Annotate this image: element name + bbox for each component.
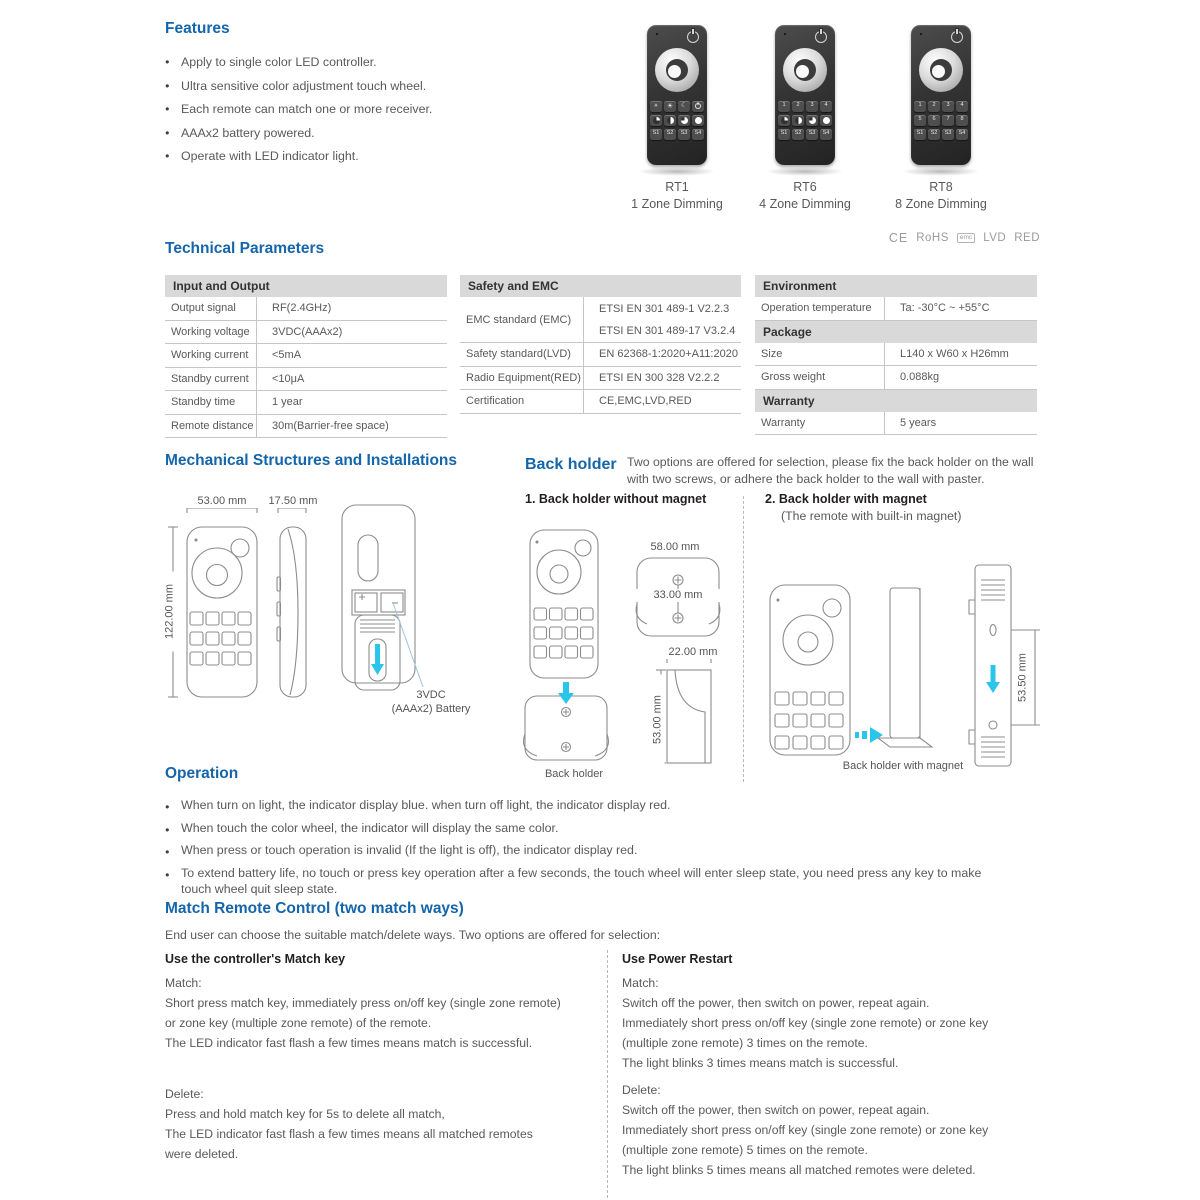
indicator-led xyxy=(784,33,786,35)
operation-item: ● When press or touch operation is invalid (If the light is off), the indicator display red. xyxy=(165,842,1005,858)
zone-7-button: 7 xyxy=(942,115,954,126)
s2-key: S2 xyxy=(928,129,940,140)
param-label: EMC standard (EMC) xyxy=(460,297,584,342)
ce-mark-icon: CE xyxy=(888,231,909,245)
back-holder-title: Back holder xyxy=(525,456,617,473)
certification-marks xyxy=(890,231,1040,245)
night-button xyxy=(678,101,690,112)
param-value: <5mA xyxy=(272,349,302,362)
scene-75-button xyxy=(678,115,690,126)
delete-step: Switch off the power, then switch on power, repeat again. xyxy=(622,1103,930,1117)
brightness-25-icon xyxy=(781,117,788,124)
battery-label: 3VDC (AAAx2) Battery xyxy=(391,689,471,715)
match-title: Match Remote Control (two match ways) xyxy=(165,900,464,917)
param-value: 1 year xyxy=(272,396,303,409)
match-left-column xyxy=(165,952,595,1164)
s4-key: S4 xyxy=(820,129,832,140)
scene-75-button xyxy=(806,115,818,126)
param-label: Warranty xyxy=(755,412,885,435)
param-value: 3VDC(AAAx2) xyxy=(272,325,343,338)
delete-step: The light blinks 5 times means all matched remotes were deleted. xyxy=(622,1163,976,1177)
s4-key: S4 xyxy=(956,129,968,140)
feature-item: ● Apply to single color LED controller. xyxy=(165,55,595,69)
delete-step: (multiple zone remote) 5 times on the remote. xyxy=(622,1143,868,1157)
remote-shadow xyxy=(766,167,844,176)
brightness-75-icon xyxy=(681,117,688,124)
remote-shadow xyxy=(638,167,716,176)
back-holder-caption: Back holder xyxy=(544,768,604,780)
brightness-100-icon xyxy=(823,117,830,124)
delete-step: The LED indicator fast flash a few times means all matched remotes xyxy=(165,1127,533,1141)
param-label: Standby current xyxy=(165,368,257,391)
scene-25-button xyxy=(650,115,662,126)
s3-key: S3 xyxy=(678,129,690,140)
table-header: Warranty xyxy=(755,390,1037,412)
delete-step: Press and hold match key for 5s to delete all match, xyxy=(165,1107,445,1121)
table-header: Environment xyxy=(755,275,1037,297)
remote-figure-rt1 xyxy=(611,25,743,211)
remote-shadow xyxy=(902,167,980,176)
param-value: 0.088kg xyxy=(900,371,940,384)
back-holder-2-diagram xyxy=(760,540,1050,775)
param-value: L140 x W60 x H26mm xyxy=(900,347,1009,360)
feature-item: ● AAAx2 battery powered. xyxy=(165,126,595,140)
s3-key: S3 xyxy=(806,129,818,140)
onoff-button xyxy=(692,101,704,112)
zone-2-button: 2 xyxy=(792,101,804,112)
option1-title: 1. Back holder without magnet xyxy=(525,492,707,506)
zone-5-button: 5 xyxy=(914,115,926,126)
zone-3-button: 3 xyxy=(806,101,818,112)
option2-subtitle: (The remote with built-in magnet) xyxy=(781,509,962,523)
delete-step: were deleted. xyxy=(165,1147,239,1161)
features-section xyxy=(165,20,595,173)
input-output-table xyxy=(165,275,447,438)
remote-zone-label: 8 Zone Dimming xyxy=(895,197,987,211)
table-header: Safety and EMC xyxy=(460,275,741,297)
param-value: RF(2.4GHz) xyxy=(272,302,332,315)
operation-list xyxy=(165,797,1005,897)
brightness-100-icon xyxy=(695,117,702,124)
brightness-75-icon xyxy=(809,117,816,124)
table-header: Package xyxy=(755,321,1037,343)
remote-zone-label: 1 Zone Dimming xyxy=(631,197,723,211)
scene-100-button xyxy=(692,115,704,126)
indicator-led xyxy=(656,33,658,35)
param-value: 30m(Barrier-free space) xyxy=(272,419,389,432)
touch-wheel xyxy=(783,48,827,92)
sun-small-icon: ☀ xyxy=(653,102,659,109)
emc-mark-icon: emc xyxy=(957,233,975,243)
lvd-mark: LVD xyxy=(983,232,1007,244)
feature-item: ● Ultra sensitive color adjustment touch wheel. xyxy=(165,79,595,93)
remote-model-label: RT1 xyxy=(665,180,689,194)
delete-step: Immediately short press on/off key (single zone remote) or zone key xyxy=(622,1123,989,1137)
remote-rt1-image xyxy=(647,25,707,165)
sun-big-icon: ☀ xyxy=(666,102,674,110)
moon-icon: ☾ xyxy=(681,102,687,109)
param-label: Working voltage xyxy=(165,321,257,344)
match-step: or zone key (multiple zone remote) of the remote. xyxy=(165,1016,432,1030)
param-label: Certification xyxy=(460,390,584,413)
dim-53.5mm: 53.50 mm xyxy=(1017,633,1030,723)
red-mark: RED xyxy=(1014,232,1040,244)
s4-key: S4 xyxy=(692,129,704,140)
param-value: EN 62368-1:2020+A11:2020 xyxy=(599,348,738,361)
operation-title: Operation xyxy=(165,765,239,782)
param-label: Output signal xyxy=(165,297,257,320)
param-label: Gross weight xyxy=(755,366,885,389)
dim-33mm: 33.00 mm xyxy=(633,589,723,602)
match-step: Switch off the power, then switch on power, repeat again. xyxy=(622,996,930,1010)
scene-100-button xyxy=(820,115,832,126)
touch-wheel xyxy=(655,48,699,92)
brightness-50-icon xyxy=(667,117,674,124)
dim-58mm: 58.00 mm xyxy=(630,541,720,554)
scene-50-button xyxy=(664,115,676,126)
dim-122mm: 122.00 mm xyxy=(164,572,177,652)
dim-53mm: 53.00 mm xyxy=(182,495,262,508)
zone-8-button: 8 xyxy=(956,115,968,126)
match-intro: End user can choose the suitable match/delete ways. Two options are offered for selection: xyxy=(165,928,661,942)
param-value: ETSI EN 301 489-1 V2.2.3 xyxy=(599,302,730,315)
scene-50-button xyxy=(792,115,804,126)
operation-item: ● To extend battery life, no touch or press key operation after a few seconds, the touch wheel will enter sleep state, you need press any key to make touch wheel quit sleep state. xyxy=(165,865,1001,897)
remote-model-label: RT6 xyxy=(793,180,817,194)
param-label: Working current xyxy=(165,344,257,367)
safety-emc-table xyxy=(460,275,741,414)
feature-item: ● Operate with LED indicator light. xyxy=(165,149,595,163)
zone-4-button: 4 xyxy=(956,101,968,112)
features-title: Features xyxy=(165,20,230,37)
s3-key: S3 xyxy=(942,129,954,140)
match-step: The light blinks 3 times means match is successful. xyxy=(622,1056,899,1070)
param-value: Ta: -30°C ~ +55°C xyxy=(900,302,990,315)
param-label: Size xyxy=(755,343,885,366)
s1-key: S1 xyxy=(778,129,790,140)
option2-title: 2. Back holder with magnet xyxy=(765,492,927,506)
zone-4-button: 4 xyxy=(820,101,832,112)
s1-key: S1 xyxy=(650,129,662,140)
back-holder-1-diagram xyxy=(515,520,745,770)
remote-figure-rt8 xyxy=(875,25,1007,211)
zone-2-button: 2 xyxy=(928,101,940,112)
table-header: Input and Output xyxy=(165,275,447,297)
match-divider xyxy=(607,950,608,1198)
dim-22mm: 22.00 mm xyxy=(648,646,738,659)
param-label: Radio Equipment(RED) xyxy=(460,367,584,390)
param-label: Safety standard(LVD) xyxy=(460,343,584,366)
s1-key: S1 xyxy=(914,129,926,140)
remote-rt8-image xyxy=(911,25,971,165)
param-value: <10μA xyxy=(272,372,305,385)
back-holder-desc: Two options are offered for selection, please fix the back holder on the wall with two screws, or adhere the back holder to the wall with paster. xyxy=(627,455,1034,486)
remote-zone-label: 4 Zone Dimming xyxy=(759,197,851,211)
zone-1-button: 1 xyxy=(914,101,926,112)
match-step: (multiple zone remote) 3 times on the remote. xyxy=(622,1036,868,1050)
param-value: CE,EMC,LVD,RED xyxy=(599,395,692,408)
match-left-title: Use the controller's Match key xyxy=(165,952,346,966)
scene-25-button xyxy=(778,115,790,126)
power-button-icon xyxy=(951,31,963,43)
feature-item: ● Each remote can match one or more receiver. xyxy=(165,102,595,116)
zone-1-button: 1 xyxy=(778,101,790,112)
remote-model-label: RT8 xyxy=(929,180,953,194)
match-label: Match: xyxy=(165,976,202,990)
dim-17.5mm: 17.50 mm xyxy=(253,495,333,508)
indicator-led xyxy=(920,33,922,35)
zone-3-button: 3 xyxy=(942,101,954,112)
param-value: ETSI EN 300 328 V2.2.2 xyxy=(599,371,720,384)
technical-parameters-title: Technical Parameters xyxy=(165,240,325,257)
match-step: Short press match key, immediately press on/off key (single zone remote) xyxy=(165,996,561,1010)
remote-figure-rt6 xyxy=(739,25,871,211)
delete-label: Delete: xyxy=(165,1087,204,1101)
operation-section xyxy=(165,765,1005,903)
param-value: 5 years xyxy=(900,416,937,429)
brightness-25-icon xyxy=(653,117,660,124)
param-label: Standby time xyxy=(165,391,257,414)
param-value: ETSI EN 301 489-17 V3.2.4 xyxy=(599,324,736,337)
zone-6-button: 6 xyxy=(928,115,940,126)
rohs-mark: RoHS xyxy=(916,232,949,244)
power-icon xyxy=(695,103,701,109)
touch-wheel xyxy=(919,48,963,92)
param-label: Operation temperature xyxy=(755,297,885,320)
s2-key: S2 xyxy=(792,129,804,140)
features-list xyxy=(165,55,595,163)
match-step: Immediately short press on/off key (single zone remote) or zone key xyxy=(622,1016,989,1030)
operation-item: ● When touch the color wheel, the indicator will display the same color. xyxy=(165,820,1005,836)
dim-down-button xyxy=(650,101,662,112)
match-right-title: Use Power Restart xyxy=(622,952,733,966)
remote-rt6-image xyxy=(775,25,835,165)
match-label: Match: xyxy=(622,976,659,990)
match-step: The LED indicator fast flash a few times means match is successful. xyxy=(165,1036,533,1050)
delete-label: Delete: xyxy=(622,1083,661,1097)
dim-53mm-holder: 53.00 mm xyxy=(652,675,665,765)
mechanical-title: Mechanical Structures and Installations xyxy=(165,452,457,469)
back-holder-magnet-caption: Back holder with magnet xyxy=(842,760,964,772)
s2-key: S2 xyxy=(664,129,676,140)
dim-up-button xyxy=(664,101,676,112)
match-right-column xyxy=(622,952,1052,1180)
environment-table xyxy=(755,275,1037,435)
power-button-icon xyxy=(815,31,827,43)
param-label: Remote distance xyxy=(165,415,257,438)
operation-item: ● When turn on light, the indicator display blue. when turn off light, the indicator display red. xyxy=(165,797,1005,813)
power-button-icon xyxy=(687,31,699,43)
brightness-50-icon xyxy=(795,117,802,124)
